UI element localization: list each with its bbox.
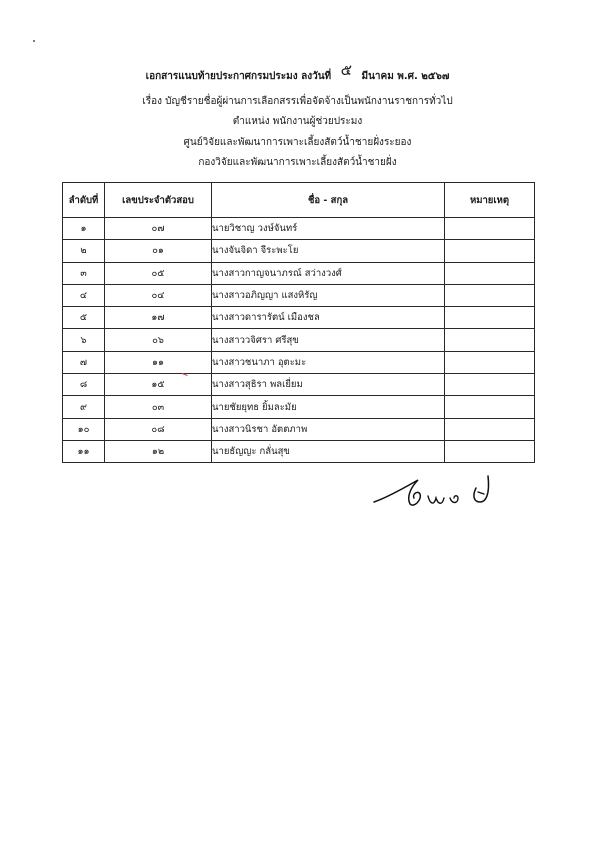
col-header-no: ลำดับที่ (63, 183, 105, 218)
header-center: ศูนย์วิจัยและพัฒนาการเพาะเลี้ยงสัตว์น้ำชายฝั่งระยอง (183, 137, 412, 148)
table-row (63, 374, 535, 396)
cell-code: ๑๑ (105, 351, 212, 373)
table-row (63, 418, 535, 440)
cell-name: นายธัญญะ กลั่นสุข (212, 440, 445, 462)
cell-note (445, 374, 535, 396)
col-header-note: หมายเหตุ (445, 183, 535, 218)
cell-no: ๖ (63, 329, 105, 351)
scan-speck (33, 40, 35, 42)
header-day: ๕ (340, 61, 352, 79)
cell-note (445, 262, 535, 284)
cell-no: ๕ (63, 307, 105, 329)
cell-code: ๐๗ (105, 218, 212, 240)
cell-code: ๐๖ (105, 329, 212, 351)
table-row (63, 351, 535, 373)
table-row (63, 240, 535, 262)
cell-no: ๗ (63, 351, 105, 373)
table-header-row (63, 183, 535, 218)
header-line-date (0, 61, 595, 83)
cell-code: ๐๘ (105, 418, 212, 440)
table-row (63, 307, 535, 329)
cell-name: นางสาวกาญจนาภรณ์ สว่างวงศ์ (212, 262, 445, 284)
cell-name: นายชัยยุทธ ยิ้มละมัย (212, 396, 445, 418)
cell-no: ๙ (63, 396, 105, 418)
table-row (63, 329, 535, 351)
col-header-name: ชื่อ - สกุล (212, 183, 445, 218)
header-division: กองวิจัยและพัฒนาการเพาะเลี้ยงสัตว์น้ำชายฝั่ง (198, 157, 397, 168)
cell-name: นางสาวชนาภา อุตะมะ (212, 351, 445, 373)
table-row (63, 262, 535, 284)
cell-name: นายวิชาญ วงษ์จันทร์ (212, 218, 445, 240)
cell-code: ๑๒ (105, 440, 212, 462)
cell-code: ๐๔ (105, 284, 212, 306)
cell-code: ๐๓ (105, 396, 212, 418)
header-title: เอกสารแนบท้ายประกาศกรมประมง ลงวันที่ (145, 71, 332, 82)
cell-no: ๘ (63, 374, 105, 396)
cell-note (445, 440, 535, 462)
cell-note (445, 329, 535, 351)
cell-note (445, 307, 535, 329)
col-header-code: เลขประจำตัวสอบ (105, 183, 212, 218)
table-row (63, 284, 535, 306)
cell-no: ๑๐ (63, 418, 105, 440)
signature (372, 468, 502, 518)
cell-no: ๔ (63, 284, 105, 306)
candidate-table (62, 182, 535, 463)
header-subject: เรื่อง บัญชีรายชื่อผู้ผ่านการเลือกสรรเพื่อจัดจ้างเป็นพนักงานราชการทั่วไป (142, 96, 453, 107)
cell-no: ๑๑ (63, 440, 105, 462)
cell-no: ๓ (63, 262, 105, 284)
cell-note (445, 351, 535, 373)
header-month-year: มีนาคม พ.ศ. ๒๕๖๗ (361, 71, 450, 82)
cell-name: นางสาวสุธิรา พลเยี่ยม (212, 374, 445, 396)
cell-code: ๑๗ (105, 307, 212, 329)
cell-name: นางสาวนิรชา อัตตภาพ (212, 418, 445, 440)
cell-note (445, 418, 535, 440)
cell-code: ๐๕ (105, 262, 212, 284)
cell-note (445, 396, 535, 418)
cell-name: นางสาววจิศรา ศรีสุข (212, 329, 445, 351)
cell-code: ๑๕ (105, 374, 212, 396)
table-row (63, 218, 535, 240)
cell-note (445, 240, 535, 262)
cell-no: ๒ (63, 240, 105, 262)
cell-no: ๑ (63, 218, 105, 240)
ink-mark (182, 373, 188, 376)
cell-note (445, 218, 535, 240)
table-row (63, 440, 535, 462)
cell-note (445, 284, 535, 306)
cell-name: นางสาวดารารัตน์ เมืองชล (212, 307, 445, 329)
cell-code: ๐๑ (105, 240, 212, 262)
header-position: ตำแหน่ง พนักงานผู้ช่วยประมง (232, 116, 363, 127)
table-row (63, 396, 535, 418)
cell-name: นางสาวอภิญญา แสงหิรัญ (212, 284, 445, 306)
cell-name: นางจันจิดา จีระพะโย (212, 240, 445, 262)
